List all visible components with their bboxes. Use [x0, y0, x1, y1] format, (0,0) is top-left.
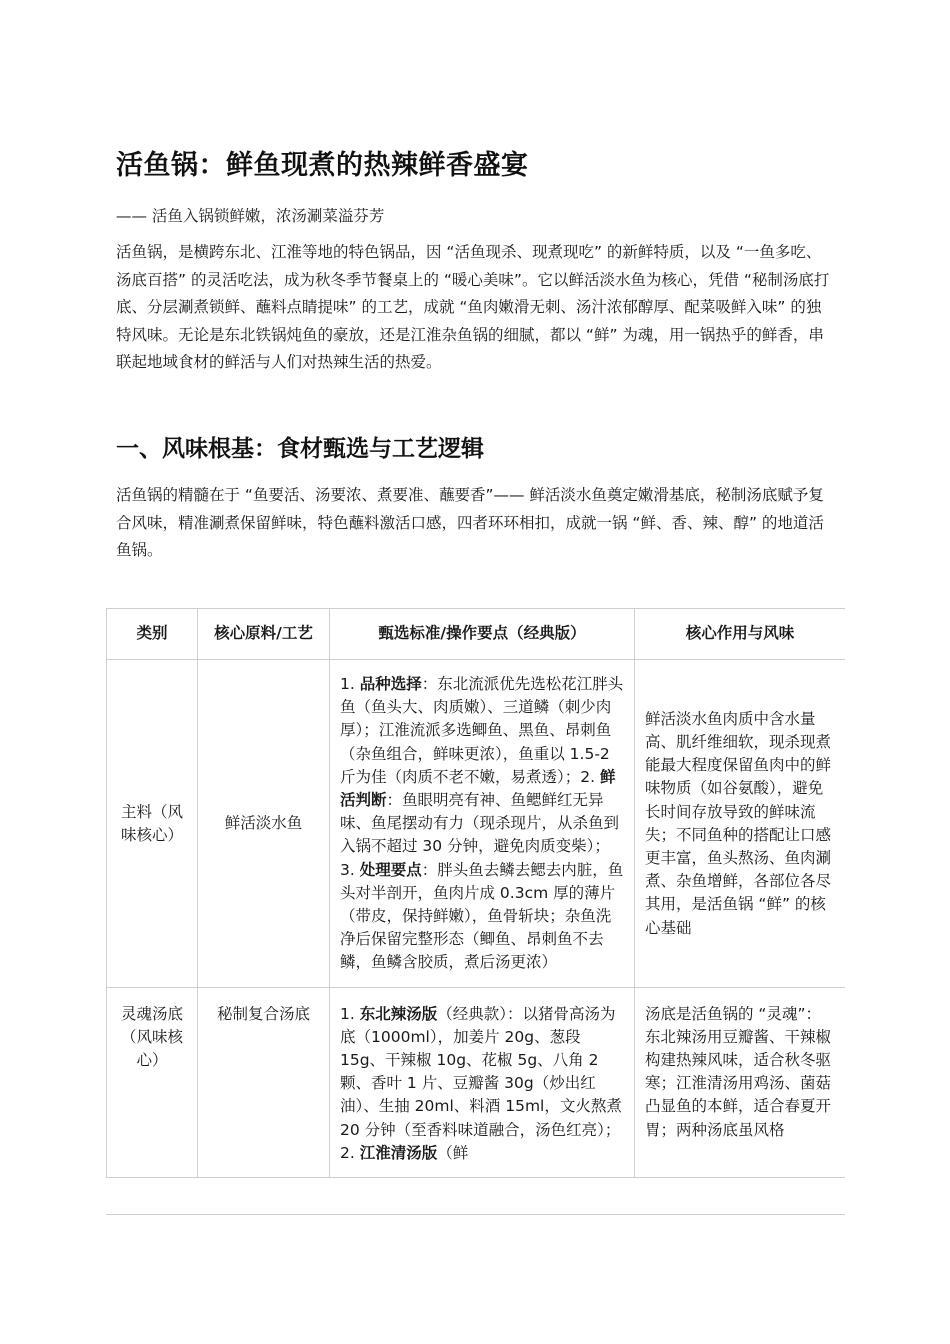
standard-cell: 1. 品种选择：东北流派优先选松花江胖头鱼（鱼头大、肉质嫩）、三道鳞（刺少肉厚）；江淮流派多选鲫鱼、黑鱼、昂刺鱼（杂鱼组合，鲜味更浓），鱼重以 1.5-2 斤为佳（肉质不老不嫩，易煮透）；2. 鲜活判断：鱼眼明亮有神、鱼鳃鲜红无异味、鱼尾摆动有力（现杀现片，从杀鱼到入锅不超过 30 分钟，避免肉质变柴）； 3. 处理要点：胖头鱼去鳞去鳃去内脏，鱼头对半剖开，鱼肉片成 0.3cm 厚的薄片（带皮，保持鲜嫩），鱼骨斩块；杂鱼洗净后保留完整形态（鲫鱼、昂刺鱼不去鳞，鱼鳞含胶质，煮后汤更浓） — [330, 660, 635, 988]
effect-cell: 汤底是活鱼锅的 “灵魂”：东北辣汤用豆瓣酱、干辣椒构建热辣风味，适合秋冬驱寒；江淮清汤用鸡汤、菌菇凸显鱼的本鲜，适合春夏开胃；两种汤底虽风格 — [635, 987, 846, 1177]
table-header-row — [107, 609, 846, 660]
table-header-cell: 核心原料/工艺 — [198, 609, 330, 660]
intro-paragraph: 活鱼锅，是横跨东北、江淮等地的特色锅品，因 “活鱼现杀、现煮现吃” 的新鲜特质，以及 “一鱼多吃、汤底百搭” 的灵活吃法，成为秋冬季节餐桌上的 “暖心美味”。它以鲜活淡水鱼为核心，凭借 “秘制汤底打底、分层涮煮锁鲜、蘸料点睛提味” 的工艺，成就 “鱼肉嫩滑无刺、汤汁浓郁醇厚、配菜吸鲜入味” 的独特风味。无论是东北铁锅炖鱼的豪放，还是江淮杂鱼锅的细腻，都以 “鲜” 为魂，用一锅热乎的鲜香，串联起地域食材的鲜活与人们对热辣生活的热爱。 — [116, 243, 830, 371]
material-cell: 鲜活淡水鱼 — [198, 660, 330, 988]
ingredient-table — [106, 608, 845, 1178]
section-heading: 一、风味根基：食材甄选与工艺逻辑 — [116, 436, 484, 462]
subtitle: —— 活鱼入锅锁鲜嫩，浓汤涮菜溢芬芳 — [116, 207, 385, 225]
effect-cell: 鲜活淡水鱼肉质中含水量高、肌纤维细软，现杀现煮能最大程度保留鱼肉中的鲜味物质（如谷氨酸），避免长时间存放导致的鲜味流失；不同鱼种的搭配让口感更丰富，鱼头熬汤、鱼肉涮煮、杂鱼增鲜，各部位各尽其用，是活鱼锅 “鲜” 的核心基础 — [635, 660, 846, 988]
section-paragraph: 活鱼锅的精髓在于 “鱼要活、汤要浓、煮要准、蘸要香”—— 鲜活淡水鱼奠定嫩滑基底，秘制汤底赋予复合风味，精准涮煮保留鲜味，特色蘸料激活口感，四者环环相扣，成就一锅 “鲜、香、辣、醇” 的地道活鱼锅。 — [116, 486, 824, 559]
table-row — [107, 987, 846, 1177]
page-title: 活鱼锅：鲜鱼现煮的热辣鲜香盛宴 — [116, 150, 529, 181]
table-header-cell: 甄选标准/操作要点（经典版） — [330, 609, 635, 660]
category-cell: 主料（风味核心） — [107, 660, 198, 988]
table-header-cell: 类别 — [107, 609, 198, 660]
standard-cell: 1. 东北辣汤版（经典款）：以猪骨高汤为底（1000ml），加姜片 20g、葱段 15g、干辣椒 10g、花椒 5g、八角 2 颗、香叶 1 片、豆瓣酱 30g（炒出红油）、生抽 20ml、料酒 15ml，文火熬煮 20 分钟（至香料味道融合，汤色红亮）；2. 江淮清汤版（鲜 — [330, 987, 635, 1177]
ingredient-table-container — [106, 608, 845, 1215]
table-row — [107, 660, 846, 988]
material-cell: 秘制复合汤底 — [198, 987, 330, 1177]
table-header-cell: 核心作用与风味 — [635, 609, 846, 660]
category-cell: 灵魂汤底（风味核心） — [107, 987, 198, 1177]
